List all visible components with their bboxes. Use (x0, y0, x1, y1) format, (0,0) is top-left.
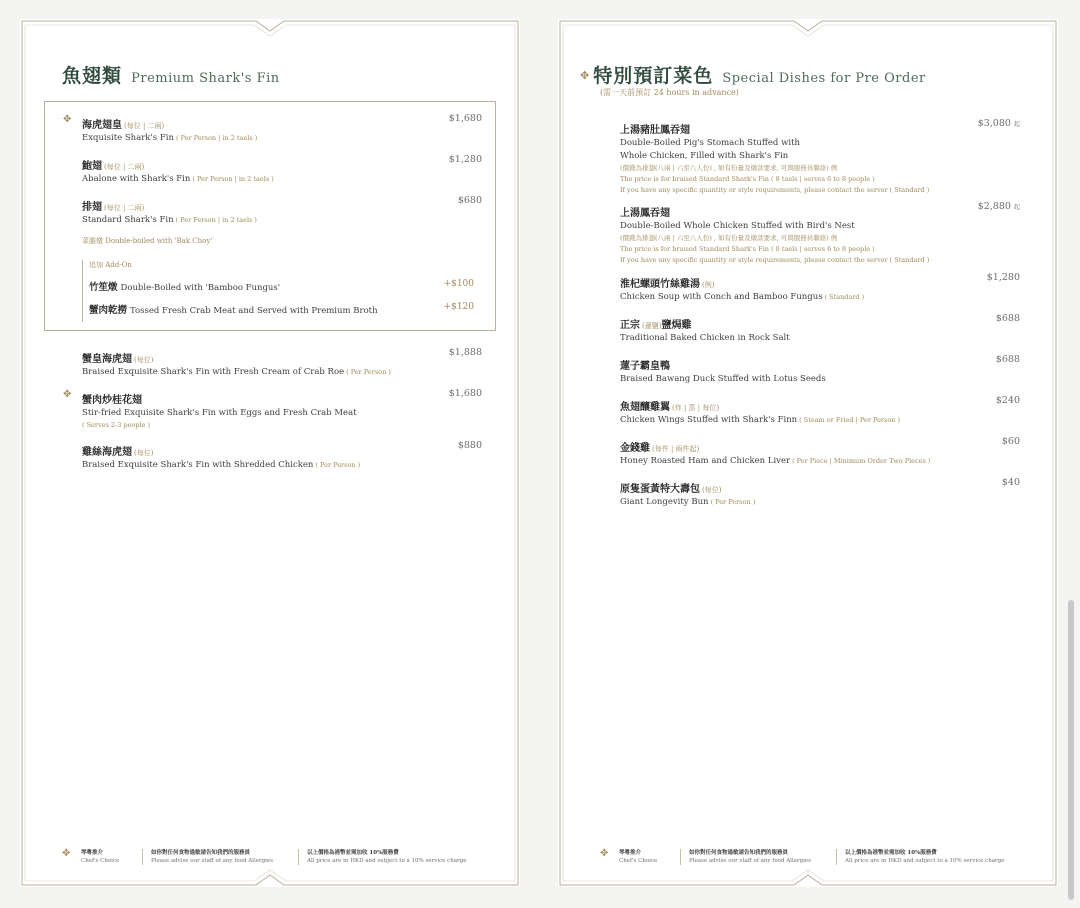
footer-allergy (142, 849, 273, 865)
section-title (62, 61, 280, 88)
dish-name-en: Braised Bawang Duck Stuffed with Lotus Seeds (620, 374, 826, 384)
addon-row (89, 279, 474, 293)
menu-page-left (20, 19, 520, 887)
dish-note-en: ( Per Person ) (315, 461, 361, 469)
dish-note-line: (價錢為排翅(八兩 | 六至八人份) , 如有份量及燉款要求, 可與服務員聯絡) 例 (620, 164, 838, 172)
section-title-zh: 魚翅類 (62, 65, 123, 87)
footer-charge-zh: 以上價格為港幣並需加收 10%服務費 (845, 850, 937, 856)
menu-item (620, 436, 1020, 468)
dish-price: $880 (457, 440, 482, 451)
dish-price (978, 118, 1020, 129)
chef-choice-icon: ✥ (62, 848, 71, 859)
dish-price-value: $3,080 (977, 118, 1011, 129)
veg-note: 菜膽燉 Double-boiled with 'Bak Choy' (82, 237, 213, 245)
dish-name-en: Double-Boiled Whole Chicken Stuffed with Bird's Nest (620, 221, 855, 231)
menu-item (620, 395, 1020, 427)
addon-price: +$100 (443, 279, 474, 289)
chef-choice-icon: ✥ (63, 114, 72, 125)
footer-charge (836, 849, 1004, 865)
dish-note-en: ( Steam or Fried | Per Person ) (799, 416, 901, 424)
dish-price-suffix: 起 (1013, 204, 1020, 211)
addon-title: 追加 Add-On (89, 261, 132, 269)
dish-name-zh: 上湯鳳吞翅 (620, 208, 670, 219)
dish-note-line: If you have any specific quantity or style requirements, please contact the server ( Standard ) (620, 256, 930, 264)
section-title-en: Premium Shark's Fin (131, 71, 280, 86)
dish-name-zh: 上湯豬肚鳳吞翅 (620, 125, 690, 136)
footer-chef-en: Chef's Choice (81, 858, 120, 864)
menu-item (82, 154, 482, 186)
dish-name-en: Standard Shark's Fin (82, 215, 174, 225)
menu-item (82, 440, 482, 472)
footer-charge-en: All price are in HKD and subject to a 10% service charge (845, 858, 1005, 864)
dish-name-en: Chicken Wings Stuffed with Shark's Finn (620, 415, 798, 425)
dish-name-en: Double-Boiled Pig's Stomach Stuffed with (620, 138, 800, 148)
dish-name-en: Abalone with Shark's Fin (82, 174, 191, 184)
dish-name-zh: 蓮子霸皇鴨 (620, 361, 670, 372)
dish-name-en: Traditional Baked Chicken in Rock Salt (620, 333, 790, 343)
menu-item (620, 313, 1020, 345)
dish-name-zh: 海虎翅皇 (82, 120, 122, 131)
dish-price: $1,680 (448, 113, 482, 124)
dish-note-zh: (每位) (134, 449, 154, 457)
dish-note-zh: (每位 | 二兩) (104, 163, 145, 171)
menu-item (82, 195, 482, 227)
dish-note-en: ( Per Person | in 2 taels ) (175, 216, 257, 224)
dish-name-en: Braised Exquisite Shark's Fin with Fresh Cream of Crab Roe (82, 367, 345, 377)
footer-chef-choice (62, 849, 119, 865)
menu-item (620, 477, 1020, 509)
addon-name-zh: 竹笙燉 (89, 282, 118, 293)
dish-note-line: The price is for braised Standard Shark's Fin ( 8 taels | serves 6 to 8 people ) (620, 245, 875, 253)
menu-item (620, 201, 1020, 266)
dish-name-zh: 魚翅釀雞翼 (620, 402, 670, 413)
footer-allergy-zh: 如你對任何食物過敏請告知我們的服務員 (689, 850, 789, 856)
dish-price-suffix: 起 (1013, 121, 1020, 128)
addon-price: +$120 (443, 302, 474, 312)
dish-note-en: ( Per Person | in 2 taels ) (175, 134, 258, 142)
dish-name-zh: 金錢雞 (620, 443, 650, 454)
dish-name-en-line2: Whole Chicken, Filled with Shark's Fin (620, 151, 789, 161)
chef-choice-icon: ✥ (63, 389, 72, 400)
menu-item (620, 272, 1020, 304)
dish-name-en: Exquisite Shark's Fin (82, 133, 174, 143)
dish-name-en: Honey Roasted Ham and Chicken Liver (620, 456, 791, 466)
footer-chef-zh: 琴粵推介 (81, 850, 104, 856)
dish-price: $40 (1001, 477, 1020, 488)
dish-serving-note: ( Serves 2-3 people ) (82, 421, 151, 429)
dish-name-zh: 蟹皇海虎翅 (82, 354, 132, 365)
scrollbar[interactable] (1068, 600, 1074, 900)
section-title-en: Special Dishes for Pre Order (722, 71, 926, 86)
dish-name-en: Stir-fried Exquisite Shark's Fin with Eggs and Fresh Crab Meat (82, 408, 357, 418)
footer-charge-en: All price are in HKD and subject to a 10% service charge (307, 858, 467, 864)
dish-price: $680 (457, 195, 482, 206)
section-title-zh: 特別預訂菜色 (593, 65, 714, 87)
dish-price-value: $2,880 (977, 201, 1011, 212)
chef-choice-icon: ✥ (580, 69, 590, 82)
section-title (580, 61, 926, 88)
dish-name-en: Braised Exquisite Shark's Fin with Shredded Chicken (82, 460, 314, 470)
dish-note-en: ( Standard ) (824, 293, 865, 301)
dish-name-zh: 鮑翅 (82, 161, 102, 172)
footer-charge (298, 849, 466, 865)
dish-note-en: ( Per Piece | Minimum Order Two Pieces ) (792, 457, 931, 465)
dish-note-zh: (例) (702, 281, 715, 289)
dish-note-line: (價錢為排翅(八兩 | 六至八人份) , 如有份量及燉款要求, 可與服務員聯絡) 例 (620, 234, 838, 242)
addon-row (89, 302, 474, 316)
dish-price: $240 (995, 395, 1020, 406)
dish-note-zh: (每件 | 兩件起) (652, 445, 700, 453)
dish-price: $1,280 (986, 272, 1020, 283)
dish-note-en: ( Per Person ) (710, 498, 756, 506)
chef-choice-icon: ✥ (600, 848, 609, 859)
dish-name-en: Giant Longevity Bun (620, 497, 709, 507)
dish-name-zh: 淮杞螺頭竹絲雞湯 (620, 279, 700, 290)
dish-note-line: The price is for braised Standard Shark's Fin ( 8 taels | serves 6 to 8 people ) (620, 175, 875, 183)
footer-chef-choice (600, 849, 657, 865)
dish-note-zh: (炸 | 蒸 | 每位) (672, 404, 720, 412)
dish-note-line: If you have any specific quantity or style requirements, please contact the server ( Standard ) (620, 186, 930, 194)
footer-allergy-zh: 如你對任何食物過敏請告知我們的服務員 (151, 850, 251, 856)
footer-chef-en: Chef's Choice (619, 858, 658, 864)
menu-item (620, 118, 1020, 196)
dish-note-en: ( Per Person ) (346, 368, 391, 376)
dish-name-zh-tail: 鹽焗雞 (661, 320, 692, 331)
dish-name-zh: 雞絲海虎翅 (82, 447, 132, 458)
menu-item (620, 354, 1020, 386)
footer-allergy-en: Please advise our staff of any food Allergies (689, 858, 811, 864)
addon-name-en: Double-Boiled with 'Bamboo Fungus' (120, 283, 281, 293)
footer-allergy (680, 849, 811, 865)
dish-price: $1,888 (448, 347, 482, 358)
dish-price: $60 (1001, 436, 1020, 447)
footer-chef-zh: 琴粵推介 (619, 850, 642, 856)
dish-note-zh: (每位 | 二兩) (124, 122, 165, 130)
dish-name-zh: 蟹肉炒桂花翅 (82, 395, 142, 406)
menu-item (63, 113, 482, 145)
dish-price: $1,280 (448, 154, 482, 165)
dish-note-zh: (蓮鹽) (642, 322, 662, 330)
dish-name-zh: 正宗 (620, 320, 640, 331)
addon-section (82, 260, 474, 322)
dish-name-zh: 排翅 (82, 202, 102, 213)
dish-note-zh: (每位) (702, 486, 722, 494)
dish-note-zh: (每位) (134, 356, 154, 364)
dish-price (978, 201, 1020, 212)
dish-name-en: Chicken Soup with Conch and Bamboo Fungus (620, 292, 823, 302)
dish-note-en: ( Per Person | in 2 taels ) (192, 175, 274, 183)
dish-price: $1,680 (448, 388, 482, 399)
dish-price: $688 (995, 313, 1020, 324)
addon-name-zh: 蟹肉乾撈 (89, 305, 128, 316)
dish-price: $688 (995, 354, 1020, 365)
footer-charge-zh: 以上價格為港幣並需加收 10%服務費 (307, 850, 399, 856)
menu-item (63, 388, 482, 431)
addon-name-en: Tossed Fresh Crab Meat and Served with Premium Broth (130, 306, 378, 316)
dish-name-zh: 原隻蛋黃特大壽包 (620, 484, 700, 495)
section-subtitle: (需一天前預訂 24 hours in advance) (600, 88, 739, 97)
menu-page-right (558, 19, 1058, 887)
dish-note-zh: (每位 | 二兩) (104, 204, 145, 212)
footer-allergy-en: Please advise our staff of any food Allergies (151, 858, 273, 864)
menu-item (82, 347, 482, 379)
